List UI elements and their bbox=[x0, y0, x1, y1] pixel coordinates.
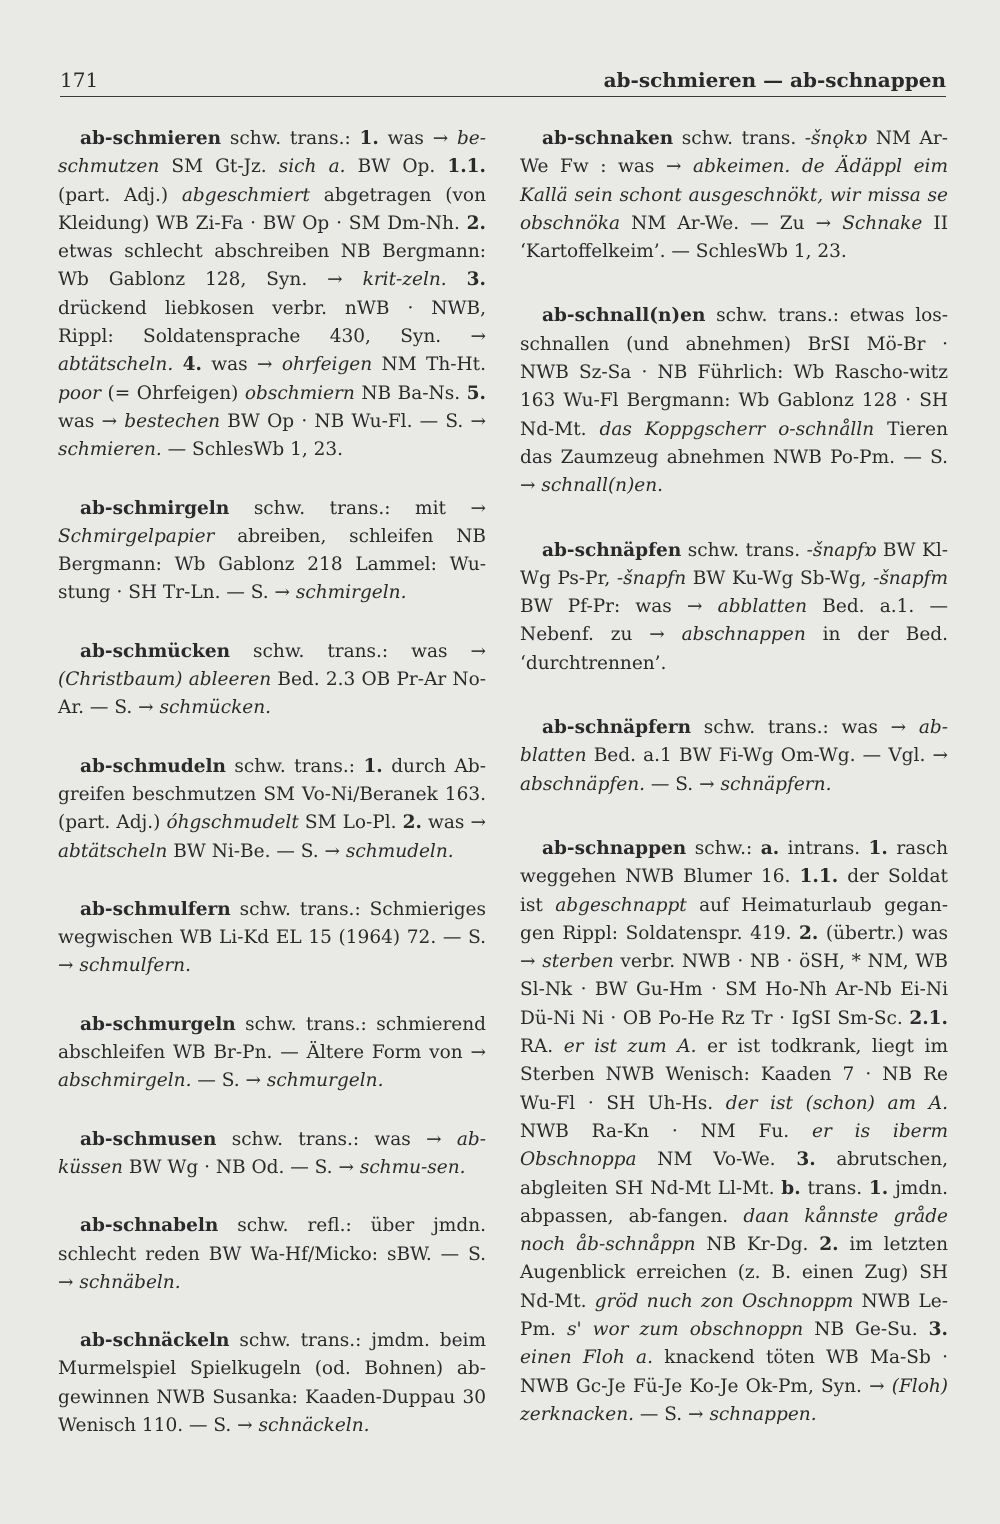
dictionary-entry bbox=[58, 1011, 486, 1096]
entry-text: SM Lo-Pl. bbox=[298, 812, 403, 834]
entry-text: schw. trans.: was → bbox=[691, 717, 919, 739]
entry-text: knackend töten WB Ma-Sb · NWB Gc-Je Fü-Je Ko-Je Ok-Pm, Syn. → bbox=[520, 1347, 949, 1397]
dictionary-entry bbox=[58, 1327, 486, 1440]
italic-text: -šnapfn bbox=[616, 567, 687, 589]
entry-text bbox=[173, 354, 182, 375]
italic-text: er is iberm Obschnoppa bbox=[520, 1120, 948, 1171]
dictionary-entry bbox=[58, 753, 486, 866]
italic-text: abkeimen. bbox=[693, 156, 791, 178]
entry-lemma: ab-schmirgeln bbox=[80, 497, 230, 519]
italic-text: bestechen bbox=[124, 410, 221, 432]
entry-text: schw. trans.: bbox=[221, 128, 360, 149]
entry-text: schw.: bbox=[686, 837, 761, 859]
entry-text: schw. trans.: bbox=[225, 755, 364, 777]
entry-text: NB Kr-Dg. bbox=[695, 1234, 820, 1256]
entry-lemma: ab-schmusen bbox=[80, 1128, 217, 1150]
entry-text: SM Gt-Jz. bbox=[159, 156, 279, 178]
sense-number: 3. bbox=[796, 1149, 816, 1171]
italic-text: er ist zum A. bbox=[563, 1036, 697, 1058]
entry-text: rasch weggehen NWB Blumer 16. bbox=[520, 837, 948, 888]
italic-text: krit-zeln. bbox=[362, 269, 447, 291]
entry-text: BW Kl-Wg Ps-Pr, bbox=[520, 539, 948, 589]
entry-text: abrutschen, abgleiten SH Nd-Mt Ll-Mt. bbox=[520, 1149, 948, 1199]
italic-text: abschnappen bbox=[681, 624, 806, 646]
entry-text bbox=[790, 156, 802, 177]
sense-number: b. bbox=[781, 1177, 801, 1199]
entry-text: NB Ge-Su. bbox=[803, 1318, 929, 1340]
entry-text: NWB Ra-Kn · NM Fu. bbox=[520, 1120, 813, 1142]
dictionary-entry bbox=[58, 1126, 486, 1183]
dictionary-entry bbox=[58, 638, 486, 723]
italic-text: abschmirgeln. bbox=[58, 1070, 192, 1092]
italic-text: schnappen. bbox=[709, 1403, 817, 1425]
italic-text: poor bbox=[58, 382, 101, 404]
italic-text: schmieren. bbox=[58, 439, 162, 461]
entry-text: Bed. 2.3 OB Pr-Ar No-Ar. — S. → bbox=[58, 669, 486, 719]
entry-text: schw. trans.: was → bbox=[216, 1128, 457, 1150]
entry-text: (part. Adj.) bbox=[58, 184, 182, 206]
entry-text: II ‘Kartoffelkeim’. — SchlesWb 1, 23. bbox=[520, 212, 948, 263]
sense-number: 1. bbox=[868, 1177, 889, 1199]
italic-text: abblatten bbox=[717, 596, 808, 618]
italic-text: abtätscheln. bbox=[58, 354, 174, 376]
entry-text: BW Op. bbox=[345, 156, 448, 178]
entry-text: was → bbox=[421, 812, 487, 834]
italic-text: abgeschnappt bbox=[555, 894, 687, 916]
italic-text: schnäckeln. bbox=[258, 1414, 370, 1436]
entry-text: (= Ohrfeigen) bbox=[100, 382, 245, 404]
sense-number: 3. bbox=[466, 269, 486, 291]
entry-text: NWB Le-Pm. bbox=[520, 1290, 949, 1340]
italic-text: (Christbaum) ableeren bbox=[58, 669, 272, 691]
entry-text: NB Ba-Ns. bbox=[354, 382, 467, 404]
italic-text: schmücken. bbox=[159, 697, 272, 719]
right-column bbox=[520, 125, 948, 1465]
sense-number: a. bbox=[760, 837, 780, 859]
entry-text: trans. bbox=[800, 1177, 869, 1199]
entry-text: NM Th-Ht. bbox=[372, 354, 486, 376]
entry-text: schw. refl.: über jmdn. schlecht reden BW Wa-Hf/Micko: sBW. — S. → bbox=[58, 1215, 486, 1293]
italic-text: schmu-sen. bbox=[359, 1156, 466, 1178]
entry-text: in der Bed. ‘durchtrennen’. bbox=[520, 624, 949, 674]
entry-text: abgetragen (von Kleidung) WB Zi-Fa · BW Op · SM Dm-Nh. bbox=[58, 184, 486, 234]
italic-text: ohrfeigen bbox=[281, 354, 373, 376]
entry-text: schw. trans.: Schmieriges wegwischen WB Li-Kd EL 15 (1964) 72. — S. → bbox=[58, 898, 486, 977]
sense-number: 3. bbox=[928, 1318, 948, 1340]
italic-text: einen Floh a. bbox=[520, 1347, 653, 1369]
entry-text: er ist todkrank, liegt im Sterben NWB Wenisch: Kaaden 7 · NB Re Wu-Fl · SH Uh-Hs. bbox=[520, 1036, 948, 1114]
sense-number: 1. bbox=[359, 128, 379, 149]
entry-text: im letzten Augenblick erreichen (z. B. einen Zug) SH Nd-Mt. bbox=[520, 1234, 948, 1312]
italic-text: schnäpfern. bbox=[720, 773, 832, 795]
entry-lemma: ab-schmieren bbox=[80, 128, 222, 149]
entry-text: BW Pf-Pr: was → bbox=[520, 596, 718, 618]
entry-text: schw. trans. bbox=[681, 539, 807, 561]
dictionary-entry bbox=[520, 537, 948, 678]
entry-lemma: ab-schmücken bbox=[80, 640, 231, 662]
entry-text: was → bbox=[378, 128, 457, 149]
entry-text: drückend liebkosen verbr. nWB · NWB, Rippl: Soldatensprache 430, Syn. → bbox=[58, 297, 486, 348]
entry-lemma: ab-schnäpfern bbox=[542, 717, 692, 739]
italic-text: óhgschmudelt bbox=[166, 812, 299, 834]
italic-text: schmirgeln. bbox=[295, 582, 407, 604]
italic-text: abgeschmiert bbox=[181, 184, 310, 206]
entry-lemma: ab-schnabeln bbox=[80, 1215, 219, 1237]
sense-number: 1. bbox=[363, 755, 383, 777]
italic-text: ab-blatten bbox=[520, 717, 948, 767]
dictionary-entry bbox=[520, 835, 948, 1429]
italic-text: be-schmutzen bbox=[58, 128, 486, 178]
italic-text: ab-küssen bbox=[58, 1128, 486, 1178]
entry-text: — S. → bbox=[645, 773, 721, 795]
dictionary-entry bbox=[58, 495, 486, 608]
entry-text: — S. → bbox=[191, 1070, 267, 1092]
dictionary-entry bbox=[520, 714, 948, 799]
dictionary-entry bbox=[520, 302, 948, 500]
italic-text: de Ädäppl eim Kallä sein schont ausgeschnökt, wir missa se obschnöka bbox=[520, 156, 948, 234]
italic-text: (Floh) zerknacken. bbox=[520, 1375, 948, 1425]
entry-text: durch Ab-greifen beschmutzen SM Vo-Ni/Beranek 163. (part. Adj.) bbox=[58, 755, 487, 834]
italic-text: -šnapfɒ bbox=[806, 539, 877, 561]
italic-text: der ist (schon) am A. bbox=[725, 1092, 948, 1114]
italic-text: schmulfern. bbox=[79, 955, 191, 977]
italic-text: Schnake bbox=[842, 212, 923, 234]
sense-number: 2. bbox=[466, 212, 486, 234]
italic-text: schnäbeln. bbox=[79, 1271, 181, 1293]
entry-lemma: ab-schmulfern bbox=[80, 898, 231, 920]
entry-text: schw. trans.: mit → bbox=[229, 497, 486, 519]
entry-text: schw. trans.: jmdm. beim Murmelspiel Spielkugeln (od. Bohnen) ab-gewinnen NWB Susanka: Kaaden-Duppau 30 Wenisch 110. — S. → bbox=[58, 1330, 486, 1436]
italic-text: s' wor zum obschnoppn bbox=[566, 1318, 804, 1340]
entry-lemma: ab-schmurgeln bbox=[80, 1013, 236, 1035]
entry-text: — SchlesWb 1, 23. bbox=[161, 439, 344, 461]
sense-number: 4. bbox=[182, 354, 202, 376]
entry-text: schw. trans.: schmierend abschleifen WB Br-Pn. — Ältere Form von → bbox=[58, 1013, 486, 1064]
entry-text: schw. trans.: was → bbox=[230, 640, 486, 662]
italic-text: -šnapfm bbox=[873, 567, 948, 589]
entry-text: schw. trans.: etwas los-schnallen (und abnehmen) BrSI Mö-Br · NWB Sz-Sa · NB Führlich: Wb Rascho-witz 163 Wu-Fl Bergmann: Wb Gablonz 128 · SH Nd-Mt. bbox=[520, 305, 948, 440]
sense-number: 2. bbox=[819, 1234, 839, 1256]
dictionary-entry bbox=[58, 125, 486, 465]
italic-text: das Koppgscherr o-schnålln bbox=[599, 418, 875, 440]
entry-text: BW Ni-Be. — S. → bbox=[167, 840, 346, 862]
entry-text: RA. bbox=[520, 1036, 564, 1058]
running-title: ab-schmieren — ab-schnappen bbox=[603, 68, 946, 92]
entry-text: BW Wg · NB Od. — S. → bbox=[122, 1156, 360, 1178]
page-header bbox=[60, 68, 946, 97]
entry-text: intrans. bbox=[779, 837, 869, 859]
entry-text: jmdn. abpassen, ab-fangen. bbox=[520, 1177, 948, 1227]
entry-text: was → bbox=[58, 410, 125, 432]
italic-text: daan kånnste gråde noch åb-schnåppn bbox=[520, 1205, 948, 1256]
sense-number: 1.1. bbox=[799, 866, 839, 888]
entry-lemma: ab-schnäckeln bbox=[80, 1330, 230, 1352]
entry-text: NM Ar-We. — Zu → bbox=[620, 212, 843, 234]
entry-text: verbr. NWB · NB · öSH, * NM, WB Sl-Nk · BW Gu-Hm · SM Ho-Nh Ar-Nb Ei-Ni Dü-Ni Ni · OB Po-He Rz Tr · IgSI Sm-Sc. bbox=[520, 951, 948, 1029]
italic-text: -šnǫkɒ bbox=[804, 128, 868, 149]
entry-lemma: ab-schmudeln bbox=[80, 755, 226, 777]
entry-text: NM Ar-We Fw : was → bbox=[520, 128, 948, 178]
italic-text: sterben bbox=[542, 951, 614, 973]
italic-text: sich a. bbox=[278, 156, 346, 178]
italic-text: abschnäpfen. bbox=[520, 773, 646, 795]
italic-text: schmurgeln. bbox=[266, 1070, 384, 1092]
entry-lemma: ab-schnappen bbox=[542, 837, 687, 859]
entry-text: BW Op · NB Wu-Fl. — S. → bbox=[220, 410, 486, 432]
entry-text: — S. → bbox=[634, 1403, 710, 1425]
entry-lemma: ab-schnäpfen bbox=[542, 539, 682, 561]
entry-text: BW Ku-Wg Sb-Wg, bbox=[686, 567, 874, 589]
italic-text: schmudeln. bbox=[345, 840, 454, 862]
left-column bbox=[58, 125, 486, 1470]
entry-text: Tieren das Zaumzeug abnehmen NWB Po-Pm. — S. → bbox=[520, 418, 949, 497]
entry-text bbox=[447, 269, 467, 290]
entry-text: der Soldat ist bbox=[520, 866, 948, 916]
italic-text: gröd nuch zon Oschnoppm bbox=[594, 1290, 854, 1312]
entry-text: etwas schlecht abschreiben NB Bergmann: Wb Gablonz 128, Syn. → bbox=[58, 241, 486, 291]
sense-number: 1. bbox=[868, 837, 888, 859]
sense-number: 2. bbox=[402, 812, 422, 834]
entry-text: NM Vo-We. bbox=[636, 1149, 797, 1171]
sense-number: 2. bbox=[798, 922, 819, 944]
italic-text: Schmirgelpapier bbox=[58, 525, 215, 547]
italic-text: abtätscheln bbox=[58, 840, 168, 862]
sense-number: 2.1. bbox=[909, 1007, 948, 1029]
dictionary-entry bbox=[58, 1212, 486, 1297]
entry-text: abreiben, schleifen NB Bergmann: Wb Gablonz 218 Lammel: Wu-stung · SH Tr-Ln. — S. → bbox=[58, 525, 486, 604]
entry-text: Bed. a.1. — Nebenf. zu → bbox=[520, 596, 948, 646]
entry-text: auf Heimaturlaub gegan-gen Rippl: Soldatenspr. 419. bbox=[520, 894, 948, 944]
sense-number: 1.1. bbox=[447, 156, 486, 178]
entry-text: Bed. a.1 BW Fi-Wg Om-Wg. — Vgl. → bbox=[586, 745, 948, 767]
entry-text: was → bbox=[201, 354, 282, 376]
italic-text: obschmiern bbox=[244, 382, 355, 404]
page-number: 171 bbox=[60, 68, 99, 92]
dictionary-entry bbox=[58, 896, 486, 981]
entry-text: schw. trans. bbox=[673, 128, 805, 149]
entry-lemma: ab-schnaken bbox=[542, 128, 674, 149]
sense-number: 5. bbox=[466, 382, 486, 404]
italic-text: schnall(n)en. bbox=[541, 475, 664, 497]
dictionary-entry bbox=[520, 125, 948, 266]
entry-lemma: ab-schnall(n)en bbox=[542, 305, 706, 327]
entry-text: (übertr.) was → bbox=[520, 922, 948, 973]
